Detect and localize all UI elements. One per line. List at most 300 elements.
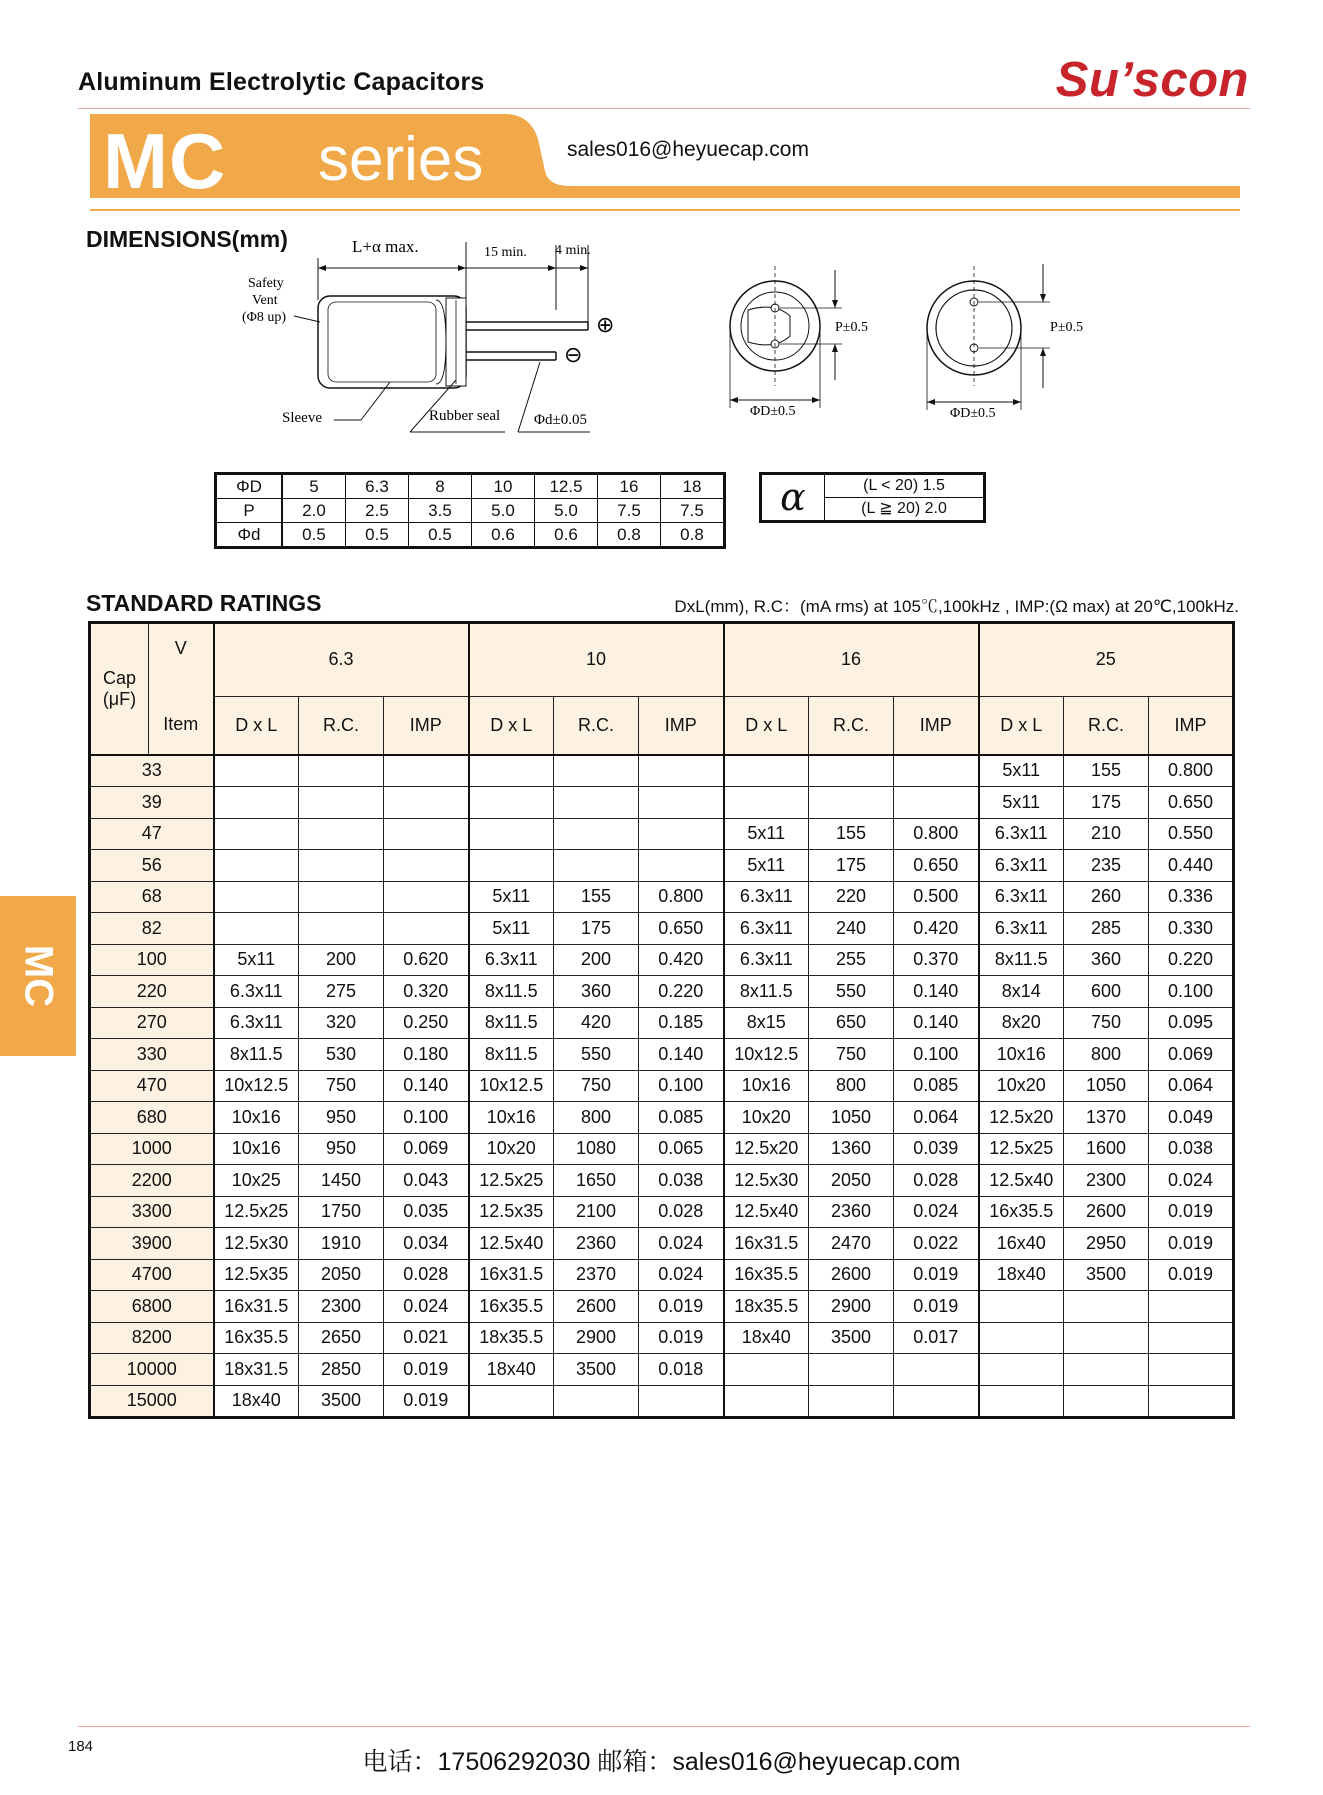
rating-cell xyxy=(384,787,469,819)
rating-cell xyxy=(384,818,469,850)
rating-cell xyxy=(639,850,724,882)
rating-cell: 5x11 xyxy=(724,850,809,882)
sub-header: D x L xyxy=(979,696,1064,755)
lead-min-label: 15 min. xyxy=(484,245,527,260)
rating-cell: 240 xyxy=(809,913,894,945)
rating-cell: 0.019 xyxy=(894,1259,979,1291)
rating-cell: 200 xyxy=(299,944,384,976)
rating-cell: 12.5x30 xyxy=(724,1165,809,1197)
rating-cell: 0.140 xyxy=(639,1039,724,1071)
rating-cell: 1050 xyxy=(809,1102,894,1134)
rating-cell: 2600 xyxy=(554,1291,639,1323)
ratings-heading: STANDARD RATINGS xyxy=(86,590,322,616)
rating-cell xyxy=(979,1354,1064,1386)
rating-cell: 1050 xyxy=(1064,1070,1149,1102)
voltage-header: 10 xyxy=(469,623,724,697)
rating-cell: 0.420 xyxy=(639,944,724,976)
rating-cell: 8x11.5 xyxy=(469,1039,554,1071)
lead-dia-label: Φd±0.05 xyxy=(534,412,587,428)
rating-cell xyxy=(554,850,639,882)
rating-cell xyxy=(214,787,299,819)
dimension-cell: 7.5 xyxy=(598,499,661,523)
rating-cell: 12.5x30 xyxy=(214,1228,299,1260)
rating-cell xyxy=(469,755,554,787)
rating-cell: 16x31.5 xyxy=(724,1228,809,1260)
rating-cell xyxy=(894,1385,979,1418)
rating-cell: 0.100 xyxy=(894,1039,979,1071)
rating-cell: 10x20 xyxy=(979,1070,1064,1102)
rating-cell: 2600 xyxy=(1064,1196,1149,1228)
rating-cell xyxy=(809,1385,894,1418)
rating-cell: 530 xyxy=(299,1039,384,1071)
rating-cell: 155 xyxy=(1064,755,1149,787)
rating-cell xyxy=(299,755,384,787)
sub-header: D x L xyxy=(469,696,554,755)
rating-cell xyxy=(979,1385,1064,1418)
rating-cell xyxy=(809,1354,894,1386)
rating-cell: 0.650 xyxy=(1149,787,1234,819)
rating-cell xyxy=(299,787,384,819)
rating-cell: 16x35.5 xyxy=(724,1259,809,1291)
cap-label-2: (μF) xyxy=(102,688,137,709)
rating-cell xyxy=(469,818,554,850)
rating-cell: 0.028 xyxy=(894,1165,979,1197)
sub-header: IMP xyxy=(384,696,469,755)
rating-cell: 2300 xyxy=(1064,1165,1149,1197)
end-min-label: 4 min. xyxy=(555,243,591,258)
rating-cell: 3500 xyxy=(1064,1259,1149,1291)
rating-cell: 10x16 xyxy=(469,1102,554,1134)
table-row xyxy=(90,913,1234,945)
rating-cell: 0.220 xyxy=(1149,944,1234,976)
rating-cell: 8x11.5 xyxy=(214,1039,299,1071)
table-row xyxy=(90,1354,1234,1386)
rating-cell: 2600 xyxy=(809,1259,894,1291)
rating-cell: 2100 xyxy=(554,1196,639,1228)
rating-cell: 2950 xyxy=(1064,1228,1149,1260)
rating-cell xyxy=(554,755,639,787)
rubber-seal-label: Rubber seal xyxy=(429,408,501,424)
cap-header xyxy=(90,623,149,755)
rating-cell: 0.049 xyxy=(1149,1102,1234,1134)
rating-cell: 0.550 xyxy=(1149,818,1234,850)
table-row xyxy=(90,1165,1234,1197)
rating-cell: 1370 xyxy=(1064,1102,1149,1134)
rating-cell: 5x11 xyxy=(979,755,1064,787)
rating-cell xyxy=(299,818,384,850)
cap-value: 33 xyxy=(90,755,214,787)
front-view-large xyxy=(927,264,1083,421)
cap-value: 8200 xyxy=(90,1322,214,1354)
dimension-cell: 0.8 xyxy=(661,523,725,548)
cap-value: 56 xyxy=(90,850,214,882)
minus-icon: ⊖ xyxy=(564,342,583,367)
rating-cell: 0.500 xyxy=(894,881,979,913)
rating-cell: 420 xyxy=(554,1007,639,1039)
rating-cell: 275 xyxy=(299,976,384,1008)
rating-cell: 800 xyxy=(809,1070,894,1102)
cap-value: 100 xyxy=(90,944,214,976)
rating-cell: 750 xyxy=(299,1070,384,1102)
rating-cell: 8x11.5 xyxy=(979,944,1064,976)
rating-cell xyxy=(639,755,724,787)
rating-cell: 1600 xyxy=(1064,1133,1149,1165)
rating-cell xyxy=(1064,1385,1149,1418)
rating-cell: 0.620 xyxy=(384,944,469,976)
rating-cell: 0.065 xyxy=(639,1133,724,1165)
rating-cell: 0.019 xyxy=(384,1385,469,1418)
table-row xyxy=(90,850,1234,882)
sub-header: R.C. xyxy=(554,696,639,755)
rating-cell: 0.028 xyxy=(384,1259,469,1291)
rating-cell: 8x11.5 xyxy=(469,1007,554,1039)
rating-cell xyxy=(894,787,979,819)
cap-value: 330 xyxy=(90,1039,214,1071)
rating-cell: 210 xyxy=(1064,818,1149,850)
voltage-header: 6.3 xyxy=(214,623,469,697)
dimension-cell: 0.5 xyxy=(409,523,472,548)
alpha-row-2: (L ≧ 20) 2.0 xyxy=(861,500,947,517)
rating-cell xyxy=(639,787,724,819)
rating-cell: 6.3x11 xyxy=(979,881,1064,913)
dimension-table xyxy=(214,472,726,549)
rating-cell: 285 xyxy=(1064,913,1149,945)
rating-cell: 5x11 xyxy=(214,944,299,976)
rating-cell: 1650 xyxy=(554,1165,639,1197)
rating-cell: 0.019 xyxy=(894,1291,979,1323)
table-row xyxy=(90,1259,1234,1291)
rating-cell xyxy=(1149,1354,1234,1386)
rating-cell: 18x40 xyxy=(724,1322,809,1354)
rating-cell: 0.095 xyxy=(1149,1007,1234,1039)
footer-contact: 电话：17506292030 邮箱：sales016@heyuecap.com xyxy=(362,1748,961,1776)
rating-cell: 650 xyxy=(809,1007,894,1039)
rating-cell: 0.800 xyxy=(1149,755,1234,787)
front-view-small xyxy=(730,266,868,419)
rating-cell: 155 xyxy=(554,881,639,913)
rating-cell xyxy=(1149,1385,1234,1418)
rating-cell: 2900 xyxy=(809,1291,894,1323)
rating-cell: 10x25 xyxy=(214,1165,299,1197)
table-row xyxy=(90,1102,1234,1134)
rating-cell: 10x12.5 xyxy=(724,1039,809,1071)
rating-cell: 2050 xyxy=(299,1259,384,1291)
rating-cell: 0.085 xyxy=(639,1102,724,1134)
rating-cell: 2470 xyxy=(809,1228,894,1260)
rating-cell xyxy=(724,1354,809,1386)
rating-cell: 0.100 xyxy=(639,1070,724,1102)
dimension-cell: 12.5 xyxy=(535,474,598,499)
rating-cell: 3500 xyxy=(299,1385,384,1418)
dimension-cell: 6.3 xyxy=(346,474,409,499)
rating-cell: 0.019 xyxy=(1149,1259,1234,1291)
dimension-row xyxy=(216,499,725,523)
rating-cell: 18x40 xyxy=(469,1354,554,1386)
sub-header: IMP xyxy=(1149,696,1234,755)
rating-cell: 5x11 xyxy=(724,818,809,850)
rating-cell: 2050 xyxy=(809,1165,894,1197)
rating-cell xyxy=(384,881,469,913)
rating-cell: 6.3x11 xyxy=(979,818,1064,850)
cap-value: 3300 xyxy=(90,1196,214,1228)
table-row xyxy=(90,1007,1234,1039)
rating-cell xyxy=(809,755,894,787)
table-row xyxy=(90,818,1234,850)
rating-cell: 200 xyxy=(554,944,639,976)
rating-cell: 0.320 xyxy=(384,976,469,1008)
cap-value: 15000 xyxy=(90,1385,214,1418)
dimension-cell: 3.5 xyxy=(409,499,472,523)
alpha-table xyxy=(759,472,986,523)
rating-cell: 0.017 xyxy=(894,1322,979,1354)
rating-cell: 16x40 xyxy=(979,1228,1064,1260)
rating-cell: 2370 xyxy=(554,1259,639,1291)
voltage-header: 16 xyxy=(724,623,979,697)
dimension-row-label: ΦD xyxy=(216,474,283,499)
cap-value: 220 xyxy=(90,976,214,1008)
dimension-cell: 8 xyxy=(409,474,472,499)
rating-cell xyxy=(1064,1322,1149,1354)
top-divider xyxy=(78,108,1250,109)
rating-cell: 155 xyxy=(809,818,894,850)
rating-cell: 2360 xyxy=(554,1228,639,1260)
rating-cell xyxy=(1064,1291,1149,1323)
rating-cell: 10x20 xyxy=(724,1102,809,1134)
banner-thin-line xyxy=(90,209,1240,211)
sub-header: R.C. xyxy=(299,696,384,755)
rating-cell: 800 xyxy=(1064,1039,1149,1071)
rating-cell: 12.5x40 xyxy=(724,1196,809,1228)
alpha-symbol: α xyxy=(762,475,825,520)
rating-cell: 950 xyxy=(299,1102,384,1134)
rating-cell xyxy=(214,881,299,913)
rating-cell: 8x15 xyxy=(724,1007,809,1039)
dimension-cell: 0.6 xyxy=(535,523,598,548)
dimension-row-label: P xyxy=(216,499,283,523)
sales-email: sales016@heyuecap.com xyxy=(567,138,809,161)
dimension-cell: 0.5 xyxy=(282,523,346,548)
rating-cell: 6.3x11 xyxy=(214,976,299,1008)
rating-cell: 1360 xyxy=(809,1133,894,1165)
table-row xyxy=(90,1228,1234,1260)
capacitor-body xyxy=(318,296,466,388)
rating-cell: 0.038 xyxy=(639,1165,724,1197)
rating-cell xyxy=(214,913,299,945)
rating-cell: 2900 xyxy=(554,1322,639,1354)
dia-label-1: ΦD±0.5 xyxy=(750,404,796,419)
rating-cell: 0.069 xyxy=(384,1133,469,1165)
rating-cell xyxy=(809,787,894,819)
rating-cell xyxy=(299,913,384,945)
rating-cell xyxy=(299,850,384,882)
dimension-cell: 5.0 xyxy=(472,499,535,523)
rating-cell: 5x11 xyxy=(469,881,554,913)
item-header: Item xyxy=(149,696,214,755)
rating-cell: 8x11.5 xyxy=(724,976,809,1008)
sub-header: R.C. xyxy=(1064,696,1149,755)
rating-cell: 0.043 xyxy=(384,1165,469,1197)
cap-value: 1000 xyxy=(90,1133,214,1165)
dimension-cell: 0.5 xyxy=(346,523,409,548)
dimension-cell: 5 xyxy=(282,474,346,499)
rating-cell xyxy=(639,1385,724,1418)
sub-header: R.C. xyxy=(809,696,894,755)
rating-cell xyxy=(214,818,299,850)
rating-cell: 0.185 xyxy=(639,1007,724,1039)
rating-cell: 1910 xyxy=(299,1228,384,1260)
rating-cell: 0.024 xyxy=(1149,1165,1234,1197)
rating-cell: 6.3x11 xyxy=(469,944,554,976)
rating-cell: 12.5x25 xyxy=(469,1165,554,1197)
table-row xyxy=(90,787,1234,819)
rating-cell: 0.039 xyxy=(894,1133,979,1165)
rating-cell xyxy=(894,1354,979,1386)
rating-cell: 8x20 xyxy=(979,1007,1064,1039)
alpha-row-1: (L < 20) 1.5 xyxy=(825,475,983,498)
rating-cell: 0.064 xyxy=(894,1102,979,1134)
cap-value: 47 xyxy=(90,818,214,850)
dimension-row xyxy=(216,523,725,548)
rating-cell: 0.800 xyxy=(639,881,724,913)
rating-cell: 0.220 xyxy=(639,976,724,1008)
rating-cell: 0.336 xyxy=(1149,881,1234,913)
cap-value: 10000 xyxy=(90,1354,214,1386)
rating-cell xyxy=(214,755,299,787)
rating-cell: 0.021 xyxy=(384,1322,469,1354)
rating-cell xyxy=(469,850,554,882)
rating-cell: 12.5x35 xyxy=(469,1196,554,1228)
rating-cell: 235 xyxy=(1064,850,1149,882)
rating-cell xyxy=(639,818,724,850)
rating-cell: 16x35.5 xyxy=(214,1322,299,1354)
rating-cell: 0.035 xyxy=(384,1196,469,1228)
rating-cell: 175 xyxy=(554,913,639,945)
rating-cell: 550 xyxy=(809,976,894,1008)
cap-value: 270 xyxy=(90,1007,214,1039)
safety-vent-label-2: Vent xyxy=(252,293,278,308)
table-row xyxy=(90,1039,1234,1071)
rating-cell: 0.024 xyxy=(894,1196,979,1228)
rating-cell: 0.800 xyxy=(894,818,979,850)
rating-cell: 0.370 xyxy=(894,944,979,976)
dimension-row xyxy=(216,474,725,499)
rating-cell: 950 xyxy=(299,1133,384,1165)
rating-cell: 6.3x11 xyxy=(724,913,809,945)
rating-cell: 5x11 xyxy=(979,787,1064,819)
sub-header: D x L xyxy=(214,696,299,755)
side-tab-label: MC xyxy=(16,944,61,1008)
rating-cell: 5x11 xyxy=(469,913,554,945)
rating-cell: 0.019 xyxy=(1149,1196,1234,1228)
rating-cell: 16x35.5 xyxy=(979,1196,1064,1228)
table-row xyxy=(90,1070,1234,1102)
rating-cell xyxy=(1064,1354,1149,1386)
cap-value: 6800 xyxy=(90,1291,214,1323)
voltage-header: 25 xyxy=(979,623,1234,697)
pitch-label-1: P±0.5 xyxy=(835,320,868,335)
dimension-cell: 0.6 xyxy=(472,523,535,548)
rating-cell xyxy=(979,1322,1064,1354)
cap-value: 68 xyxy=(90,881,214,913)
rating-cell: 320 xyxy=(299,1007,384,1039)
document-title: Aluminum Electrolytic Capacitors xyxy=(78,68,485,96)
rating-cell: 175 xyxy=(1064,787,1149,819)
rating-cell: 360 xyxy=(1064,944,1149,976)
cap-value: 82 xyxy=(90,913,214,945)
table-row xyxy=(90,1133,1234,1165)
dimension-diagram xyxy=(230,230,1110,440)
rating-cell xyxy=(384,850,469,882)
cap-value: 39 xyxy=(90,787,214,819)
rating-cell: 0.180 xyxy=(384,1039,469,1071)
rating-cell: 0.028 xyxy=(639,1196,724,1228)
rating-cell: 0.019 xyxy=(1149,1228,1234,1260)
rating-cell xyxy=(1149,1322,1234,1354)
rating-cell: 550 xyxy=(554,1039,639,1071)
ratings-table xyxy=(88,621,1235,1419)
rating-cell: 0.085 xyxy=(894,1070,979,1102)
rating-cell: 6.3x11 xyxy=(979,913,1064,945)
rating-cell: 360 xyxy=(554,976,639,1008)
rating-cell: 10x16 xyxy=(214,1133,299,1165)
cap-value: 3900 xyxy=(90,1228,214,1260)
rating-cell: 6.3x11 xyxy=(724,944,809,976)
table-row xyxy=(90,1385,1234,1418)
dimension-cell: 18 xyxy=(661,474,725,499)
rating-cell xyxy=(724,787,809,819)
rating-cell: 1080 xyxy=(554,1133,639,1165)
table-row xyxy=(90,976,1234,1008)
rating-cell: 0.019 xyxy=(384,1354,469,1386)
rating-cell: 0.024 xyxy=(639,1259,724,1291)
cap-value: 470 xyxy=(90,1070,214,1102)
dimensions-heading: DIMENSIONS(mm) xyxy=(86,226,288,252)
rating-cell: 800 xyxy=(554,1102,639,1134)
table-row xyxy=(90,881,1234,913)
length-label: L+α max. xyxy=(352,237,419,256)
rating-cell: 10x12.5 xyxy=(469,1070,554,1102)
rating-cell xyxy=(554,1385,639,1418)
dimension-cell: 7.5 xyxy=(661,499,725,523)
rating-cell: 0.100 xyxy=(1149,976,1234,1008)
rating-cell: 10x12.5 xyxy=(214,1070,299,1102)
rating-cell: 0.100 xyxy=(384,1102,469,1134)
rating-cell: 10x16 xyxy=(214,1102,299,1134)
series-word: series xyxy=(318,125,484,194)
safety-vent-label-3: (Φ8 up) xyxy=(242,310,287,325)
rating-cell: 175 xyxy=(809,850,894,882)
dimension-cell: 5.0 xyxy=(535,499,598,523)
dimension-row-label: Φd xyxy=(216,523,283,548)
rating-cell: 0.019 xyxy=(639,1291,724,1323)
rating-cell: 16x35.5 xyxy=(469,1291,554,1323)
rating-cell: 18x35.5 xyxy=(724,1291,809,1323)
bottom-divider xyxy=(78,1726,1250,1727)
series-code: MC xyxy=(103,117,227,205)
rating-cell xyxy=(214,850,299,882)
table-row xyxy=(90,1196,1234,1228)
rating-cell xyxy=(724,1385,809,1418)
dimension-cell: 16 xyxy=(598,474,661,499)
sub-header: D x L xyxy=(724,696,809,755)
rating-cell: 0.440 xyxy=(1149,850,1234,882)
rating-cell: 2300 xyxy=(299,1291,384,1323)
sleeve-label: Sleeve xyxy=(282,410,322,426)
table-row xyxy=(90,755,1234,787)
rating-cell: 3500 xyxy=(809,1322,894,1354)
safety-vent-label-1: Safety xyxy=(248,276,284,291)
pitch-label-2: P±0.5 xyxy=(1050,320,1083,335)
